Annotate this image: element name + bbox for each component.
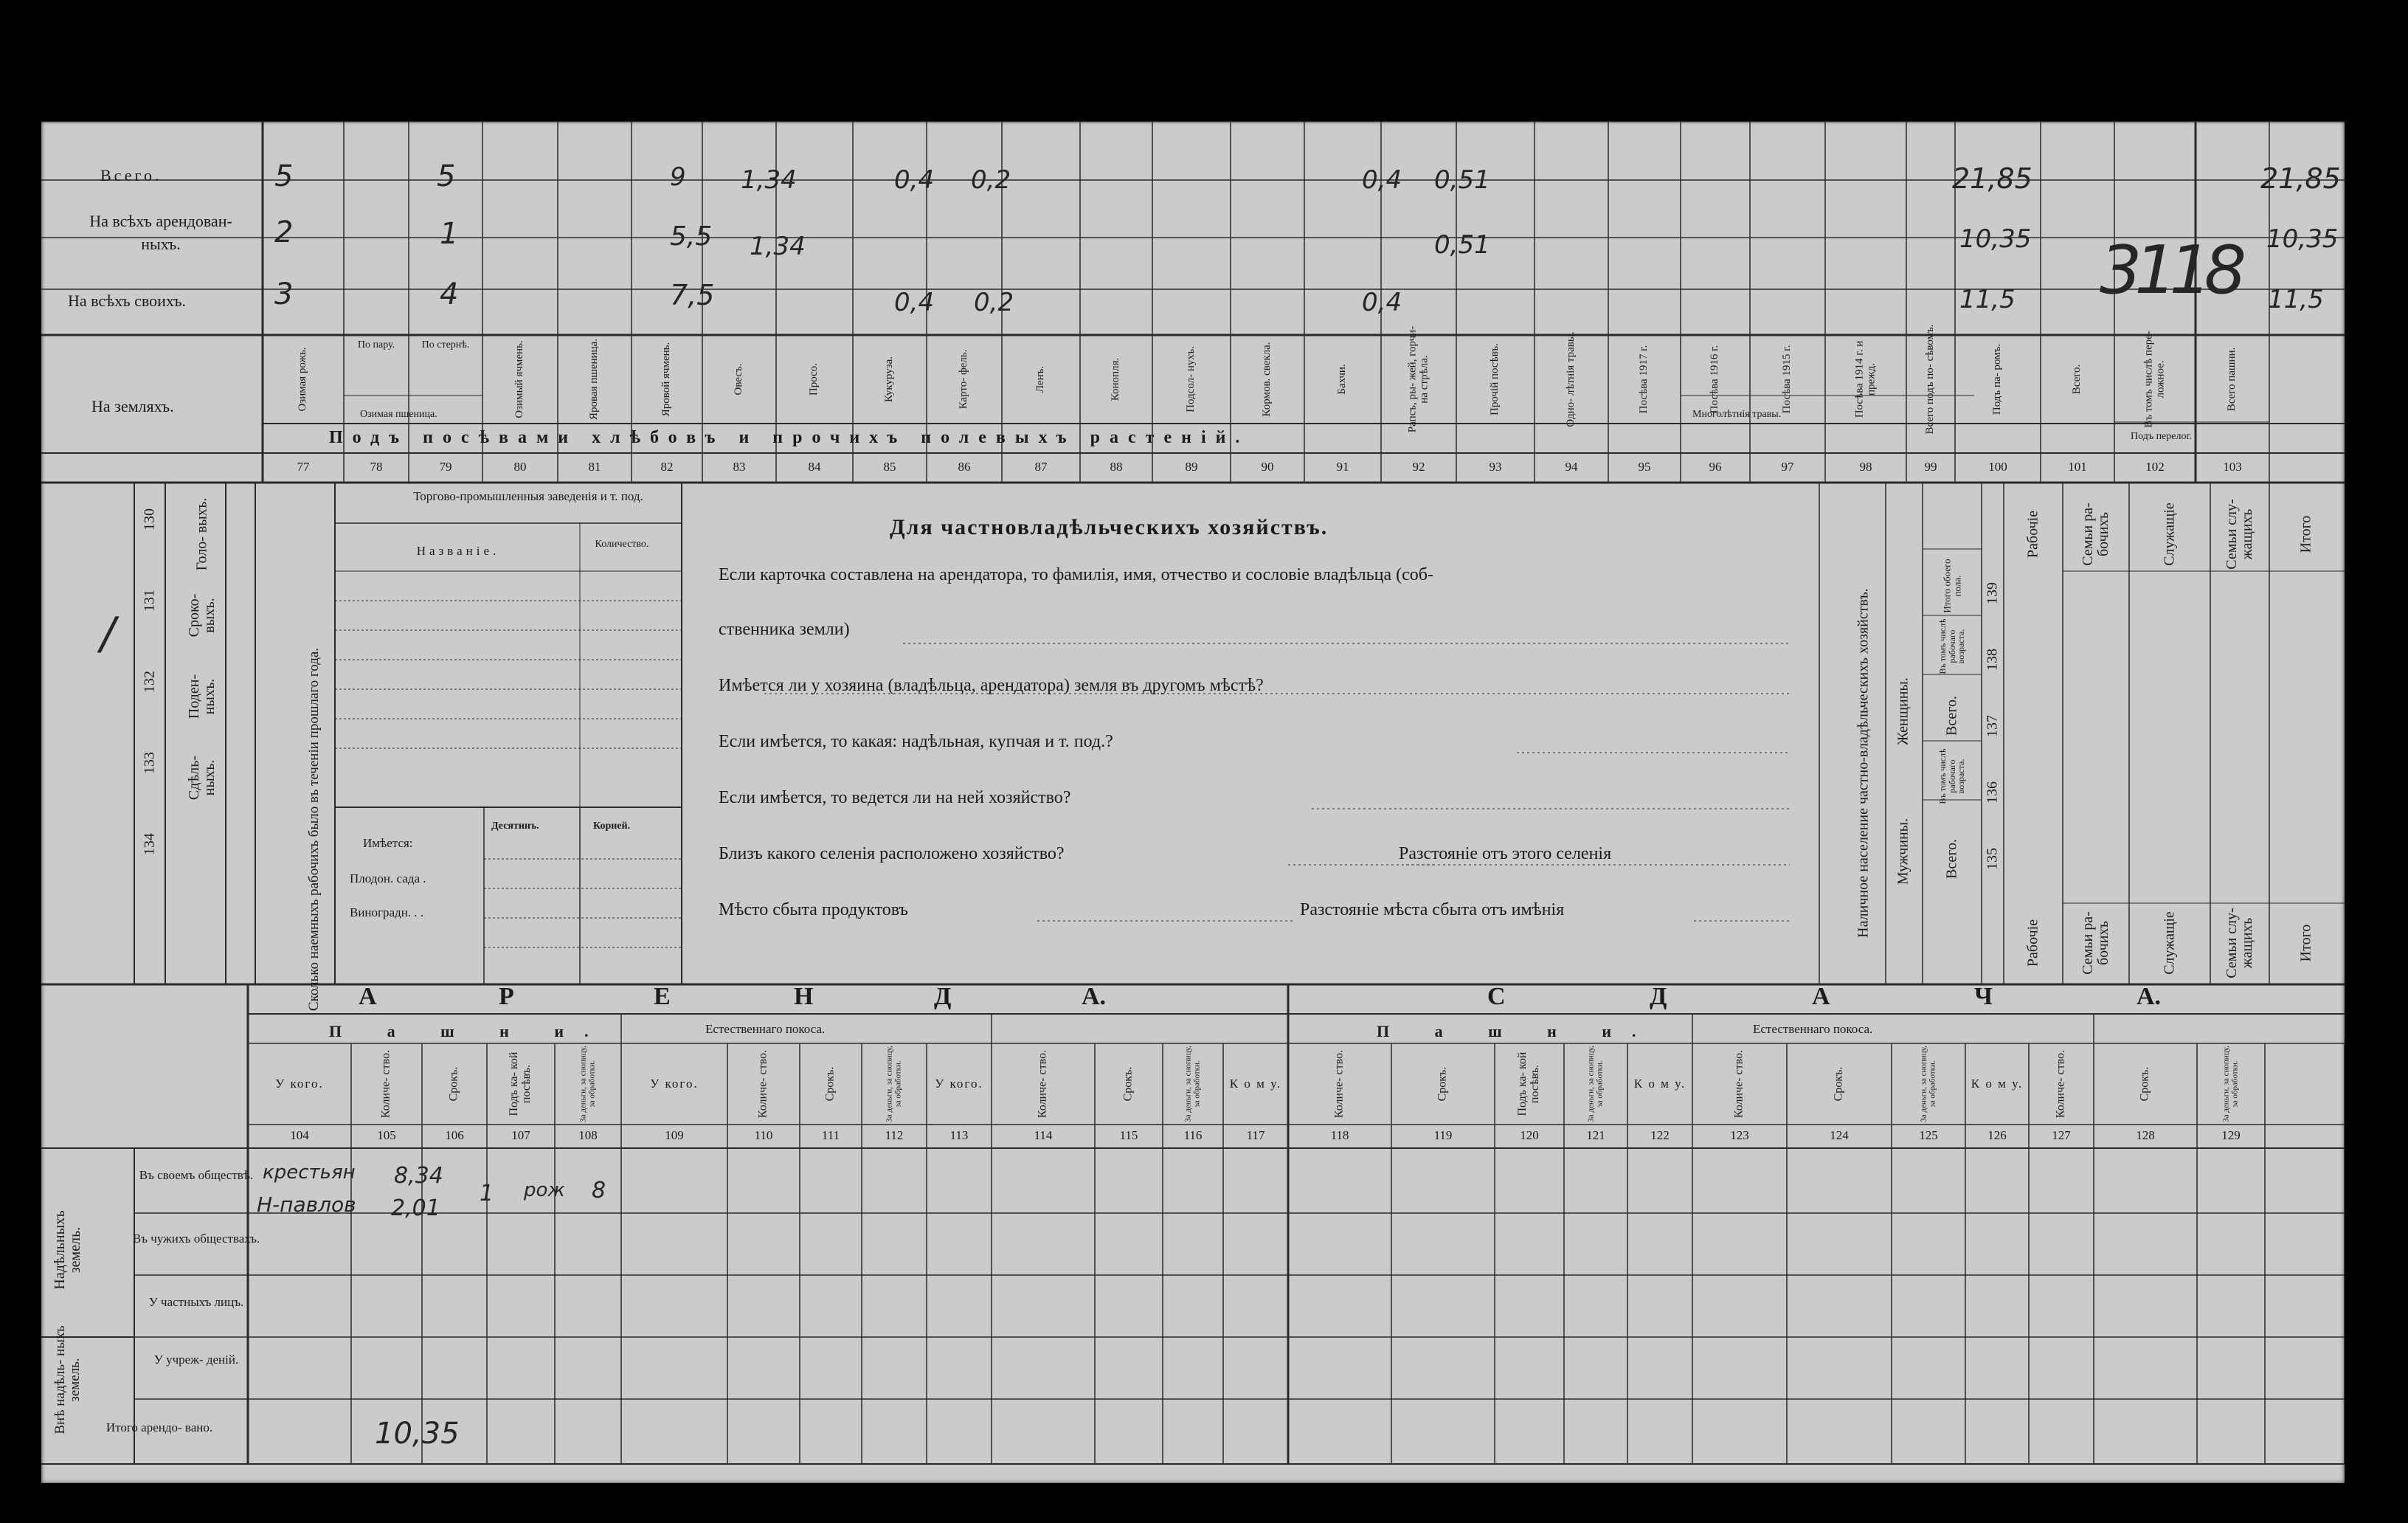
crop-col-header-4: Яровая пшеница. [588, 339, 601, 420]
crop-col-number-84: 84 [808, 460, 821, 474]
hw-own-melons: 0,4 [1362, 288, 1402, 317]
rent-col-number-113: 113 [949, 1128, 969, 1142]
row-private-persons: У частныхъ лицъ. [148, 1295, 244, 1309]
rent-col-number-115: 115 [1119, 1128, 1138, 1142]
crop-col-header-25: Въ томъ числѣ пере- ложное. [2142, 331, 2166, 428]
hw-own-sown: 11,5 [1959, 285, 2016, 314]
rent-col-number-105: 105 [377, 1128, 396, 1142]
fallow-group-label: Подъ перелог. [2131, 431, 2193, 442]
crop-col-number-81: 81 [588, 460, 601, 474]
arenda-pashni: П а ш н и. [329, 1022, 609, 1040]
population-col-number-136: 136 [1984, 781, 2001, 804]
rent-col-number-117: 117 [1246, 1128, 1265, 1142]
rent-col-header-17: За деньги, за снопицу, за обработки. [1586, 1046, 1604, 1122]
crop-col-header-6: Овесъ. [733, 363, 745, 396]
hired-col-number-133: 133 [141, 752, 158, 774]
crop-col-header-2: По стернѣ. [421, 339, 470, 350]
hw-total-potato: 0,2 [971, 165, 1011, 195]
crop-col-header-8: Кукуруза. [883, 356, 896, 403]
staff-col-header-top-1: Семьи ра- бочихъ [2080, 503, 2111, 566]
rent-col-header-13: К о м у. [1229, 1077, 1282, 1091]
hw-total-wheat: 5 [437, 159, 456, 193]
crop-col-header-14: Бахчи. [1336, 364, 1349, 395]
hw-own-potato: 0,2 [974, 288, 1014, 317]
row-total-rented: Итого арендо- вано. [105, 1420, 213, 1434]
crop-col-header-13: Кормов. свекла. [1261, 342, 1273, 417]
rent-col-number-106: 106 [445, 1128, 464, 1142]
crop-col-number-90: 90 [1261, 460, 1274, 474]
crop-col-number-77: 77 [297, 460, 310, 474]
row-label-on-lands: На земляхъ. [91, 397, 174, 415]
population-title: Наличное население частно-владѣльческихъ хозяйствъ. [1855, 588, 1872, 938]
rent-col-number-116: 116 [1183, 1128, 1203, 1142]
crop-col-number-103: 103 [2223, 460, 2242, 474]
rent-col-header-23: Количе- ство. [2054, 1049, 2067, 1119]
crop-col-number-96: 96 [1709, 460, 1722, 474]
rent-col-header-3: Подъ ка- кой посѣвъ. [508, 1051, 533, 1116]
hw-crop: рож [524, 1179, 565, 1201]
women-label: Женщины. [1895, 677, 1911, 745]
crop-col-header-5: Яровой ячмень. [660, 342, 673, 417]
crops-band-title: Подъ посѣвами хлѣбовъ и прочихъ полевыхъ растеній. [329, 428, 1250, 447]
rent-col-header-1: Количе- ство. [379, 1049, 392, 1119]
crop-col-header-19: Посѣва 1916 г. [1709, 345, 1721, 414]
hired-type-1: Сроко- выхъ. [186, 593, 218, 638]
crop-col-header-17: Одно- лѣтнія травы. [1565, 331, 1577, 427]
hw-own-spring-barley: 7,5 [670, 279, 715, 311]
crop-col-number-89: 89 [1185, 460, 1198, 474]
crop-col-header-7: Просо. [808, 362, 820, 396]
orchard-has-label: Имѣется: [363, 836, 413, 850]
rent-col-number-121: 121 [1586, 1128, 1605, 1142]
hw-term: 1 [480, 1181, 494, 1206]
desyatin-header: Десятинъ. [491, 821, 539, 832]
hw-total-spring-barley: 9 [670, 162, 686, 192]
crop-col-header-15: Рапсъ, ры- жей, горчи- на стрѣла. [1406, 325, 1430, 433]
crop-col-number-102: 102 [2145, 460, 2165, 474]
women-working-age-label: Въ томъ числѣ рабочаго возраста. [1937, 618, 1967, 674]
crop-col-header-18: Посѣва 1917 г. [1638, 345, 1650, 414]
rent-col-number-110: 110 [754, 1128, 773, 1142]
crop-col-number-95: 95 [1638, 460, 1651, 474]
rent-col-header-11: Срокъ. [1121, 1066, 1135, 1102]
staff-col-header-bottom-1: Семьи ра- бочихъ [2080, 911, 2111, 975]
sdacha-pashni: П а ш н и. [1377, 1022, 1657, 1040]
hired-type-0: Голо- выхъ. [193, 497, 210, 571]
rent-col-number-120: 120 [1520, 1128, 1539, 1142]
crop-col-number-88: 88 [1110, 460, 1123, 474]
nadel-lands-label: Надѣльныхъ земель. [52, 1210, 83, 1290]
question-market-distance: Разстояніе мѣста сбыта отъ имѣнія [1300, 900, 1565, 919]
rent-col-number-111: 111 [821, 1128, 840, 1142]
staff-col-header-top-0: Рабочіе [2024, 510, 2041, 559]
hired-col-number-130: 130 [141, 508, 158, 531]
rent-col-header-16: Подъ ка- кой посѣвъ. [1516, 1051, 1541, 1116]
hw-total-melons: 0,4 [1362, 165, 1402, 195]
question-land-type: Если имѣется, то какая: надѣльная, купчая и т. под.? [719, 732, 1113, 751]
row-other-societies: Въ чужихъ обществахъ. [132, 1232, 260, 1246]
hired-type-2: Поден- ныхъ. [186, 674, 218, 719]
rent-col-number-127: 127 [2052, 1128, 2071, 1142]
rent-col-number-107: 107 [511, 1128, 530, 1142]
arenda-letter-2: Е [654, 983, 671, 1010]
crop-col-header-23: Подъ па- ромъ. [1991, 343, 2004, 415]
question-other-land: Имѣется ли у хозяина (владѣльца, арендатора) земля въ другомъ мѣстѣ? [719, 676, 1264, 695]
rent-col-header-0: У кого. [275, 1077, 324, 1091]
hw-total-rye: 5 [274, 159, 294, 193]
crop-col-header-12: Подсол- нухъ. [1185, 346, 1197, 412]
hw-dash-mark: / [100, 608, 116, 660]
crop-col-number-82: 82 [660, 460, 674, 474]
rent-col-header-5: У кого. [650, 1077, 699, 1091]
hw-rented-arable: 10,35 [2266, 224, 2339, 254]
rent-col-number-109: 109 [665, 1128, 684, 1142]
roots-header: Корней. [593, 821, 631, 832]
arenda-pokos: Естественнаго покоса. [705, 1022, 826, 1036]
crop-col-number-94: 94 [1565, 460, 1578, 474]
crop-col-number-100: 100 [1988, 460, 2007, 474]
rent-col-header-8: За деньги, за снопицу, за обработки. [885, 1046, 902, 1122]
hw-rented-sown: 10,35 [1959, 224, 2032, 254]
rent-col-number-124: 124 [1830, 1128, 1849, 1142]
hw-payment: 8 [592, 1178, 606, 1203]
rent-col-header-19: Количе- ство. [1732, 1049, 1746, 1119]
hired-col-number-134: 134 [141, 833, 158, 855]
crop-col-header-16: Прочій посѣвъ. [1489, 343, 1501, 415]
crop-col-header-10: Ленъ. [1034, 365, 1047, 393]
trade-title: Торгово-промышленныя заведенія и т. под. [413, 489, 643, 503]
rent-col-number-119: 119 [1433, 1128, 1453, 1142]
rent-col-number-108: 108 [578, 1128, 598, 1142]
crop-col-header-1: По пару. [357, 339, 395, 350]
staff-col-header-bottom-4: Итого [2297, 924, 2314, 962]
rent-col-header-24: Срокъ. [2138, 1066, 2151, 1102]
men-total-label: Всего. [1943, 838, 1960, 880]
hired-type-3: Сдѣль- ныхъ. [186, 755, 218, 801]
crop-col-header-20: Посѣва 1915 г. [1781, 345, 1793, 414]
row-institutions: У учреж- деній. [153, 1353, 239, 1367]
rent-col-header-25: За деньги, за снопицу, за обработки. [2221, 1046, 2239, 1122]
crop-col-number-87: 87 [1034, 460, 1048, 474]
crop-col-number-86: 86 [958, 460, 971, 474]
hw-qty-2: 2,01 [391, 1195, 440, 1221]
rent-col-number-125: 125 [1919, 1128, 1938, 1142]
hw-own-arable: 11,5 [2268, 285, 2324, 314]
crop-col-header-3: Озимый ячмень. [513, 340, 526, 418]
hw-rented-oats: 1,34 [750, 232, 806, 261]
census-card [41, 121, 2345, 1483]
crop-col-number-83: 83 [733, 460, 746, 474]
crop-col-number-97: 97 [1781, 460, 1794, 474]
crop-col-header-24: Всего. [2071, 364, 2083, 395]
rent-col-header-15: Срокъ. [1436, 1066, 1449, 1102]
crop-col-number-91: 91 [1336, 460, 1349, 474]
staff-col-header-bottom-0: Рабочіе [2024, 919, 2041, 967]
crop-col-header-0: Озимая рожь. [297, 347, 309, 412]
rent-col-number-129: 129 [2221, 1128, 2241, 1142]
crop-col-number-98: 98 [1859, 460, 1872, 474]
staff-col-header-top-2: Служащіе [2161, 503, 2178, 566]
crop-col-number-85: 85 [883, 460, 896, 474]
hw-total-arable: 21,85 [2260, 162, 2341, 195]
rent-col-number-128: 128 [2136, 1128, 2155, 1142]
hw-rented-wheat: 1 [440, 217, 459, 251]
rent-col-header-14: Количе- ство. [1332, 1049, 1346, 1119]
arenda-letter-1: Р [499, 983, 514, 1010]
sdacha-letter-2: А [1812, 983, 1830, 1010]
rent-col-number-126: 126 [1987, 1128, 2007, 1142]
sdacha-letter-4: А. [2137, 983, 2162, 1010]
question-village-distance: Разстояніе отъ этого селенія [1399, 844, 1612, 863]
row-own-society: Въ своемъ обществѣ. [139, 1168, 254, 1182]
sdacha-letter-3: Ч [1974, 983, 1993, 1010]
rent-col-number-123: 123 [1730, 1128, 1749, 1142]
crop-col-number-93: 93 [1489, 460, 1502, 474]
women-total-label: Всего. [1943, 695, 1960, 736]
orchard-label: Плодон. сада . [350, 871, 426, 885]
question-market: Мѣсто сбыта продуктовъ [719, 900, 908, 919]
arenda-letter-0: А [359, 983, 377, 1010]
arenda-letter-5: А. [1082, 983, 1107, 1010]
population-col-number-138: 138 [1984, 649, 2001, 671]
rent-col-header-2: Срокъ. [447, 1066, 460, 1102]
question-owner-1: Если карточка составлена на арендатора, то фамилія, имя, отчество и сословіе владѣльца (соб- [719, 565, 1434, 584]
rent-col-header-4: За деньги, за снопицу, за обработки. [578, 1046, 596, 1122]
crop-col-header-22: Всего подъ по- сѣвомъ. [1924, 324, 1937, 435]
hired-col-number-132: 132 [141, 671, 158, 693]
hw-rented-rye: 2 [274, 215, 294, 249]
rent-col-header-7: Срокъ. [823, 1066, 837, 1102]
wheat-group-label: Озимая пшеница. [360, 409, 437, 420]
hw-own-rye: 3 [274, 277, 294, 311]
row-label-rented-2: ныхъ. [141, 235, 181, 253]
population-col-number-135: 135 [1984, 848, 2001, 870]
hw-total-oats: 1,34 [741, 165, 797, 195]
crop-col-header-21: Посѣва 1914 г. и прежд. [1853, 340, 1877, 418]
hw-who-2: Н-павлов [257, 1192, 356, 1217]
trade-name-header: Названіе. [416, 544, 500, 558]
staff-col-header-top-4: Итого [2297, 515, 2314, 553]
trade-qty-header: Количество. [595, 539, 649, 550]
crop-col-header-11: Конопля. [1110, 357, 1122, 401]
men-working-age-label: Въ томъ числѣ рабочаго возраста. [1937, 748, 1967, 804]
sdacha-pokos: Естественнаго покоса. [1753, 1022, 1873, 1036]
arenda-letter-4: Д [934, 983, 952, 1010]
row-label-own: На всѣхъ своихъ. [68, 291, 186, 310]
sdacha-letter-0: С [1487, 983, 1506, 1010]
men-label: Мужчины. [1895, 818, 1911, 885]
crop-col-number-78: 78 [370, 460, 383, 474]
population-col-number-139: 139 [1984, 582, 2001, 604]
perennial-group-label: Многолѣтнія травы. [1692, 409, 1782, 420]
staff-col-header-bottom-3: Семьи слу- жащихъ [2224, 908, 2255, 978]
both-sexes-total-label: Итого обоего пола. [1941, 559, 1962, 613]
hw-own-corn: 0,4 [894, 288, 935, 317]
rent-col-header-22: К о м у. [1971, 1077, 2024, 1091]
hired-col-number-131: 131 [141, 590, 158, 612]
vineyard-label: Виноградн. . . [350, 905, 424, 919]
hw-own-wheat: 4 [440, 277, 459, 311]
rent-col-number-104: 104 [290, 1128, 309, 1142]
rent-col-header-20: Срокъ. [1832, 1066, 1845, 1102]
crop-col-number-79: 79 [439, 460, 452, 474]
crop-col-header-26: Всего пашни. [2226, 347, 2238, 412]
hw-rented-spring-barley: 5,5 [670, 221, 713, 252]
population-col-number-137: 137 [1984, 715, 2001, 737]
rent-col-number-112: 112 [885, 1128, 904, 1142]
hw-total-rapeseed: 0,51 [1434, 165, 1490, 195]
rent-col-number-118: 118 [1330, 1128, 1349, 1142]
rent-col-header-9: У кого. [935, 1077, 983, 1091]
question-owner-2: ственника земли) [719, 620, 850, 639]
rent-col-header-10: Количе- ство. [1036, 1049, 1049, 1119]
rent-col-header-21: За деньги, за снопицу, за обработки. [1919, 1046, 1937, 1122]
sdacha-letter-1: Д [1650, 983, 1667, 1010]
row-label-total: Всего. [100, 166, 162, 184]
hired-workers-question: Сколько наемныхъ рабочихъ было въ теченіи прошлаго года. [306, 647, 322, 1012]
crop-col-number-80: 80 [513, 460, 527, 474]
crop-col-header-9: Карто- фель. [958, 349, 970, 410]
hw-qty-1: 8,34 [394, 1163, 443, 1189]
rent-col-header-12: За деньги, за снопицу, за обработки. [1183, 1046, 1201, 1122]
question-village: Близъ какого селенія расположено хозяйство? [719, 844, 1065, 863]
private-farms-title: Для частновладѣльческихъ хозяйствъ. [890, 515, 1329, 539]
row-label-rented-1: На всѣхъ арендован- [89, 212, 232, 230]
hw-rented-rapeseed: 0,51 [1434, 230, 1490, 260]
rent-col-number-122: 122 [1650, 1128, 1670, 1142]
crop-col-number-99: 99 [1924, 460, 1937, 474]
rent-col-header-6: Количе- ство. [756, 1049, 769, 1119]
crop-col-number-92: 92 [1412, 460, 1425, 474]
staff-col-header-top-3: Семьи слу- жащихъ [2224, 499, 2255, 570]
hw-total-corn: 0,4 [894, 165, 935, 195]
arenda-letter-3: Н [794, 983, 814, 1010]
hw-who-1: крестьян [263, 1161, 356, 1184]
staff-col-header-bottom-2: Служащіе [2161, 911, 2178, 975]
question-farming: Если имѣется, то ведется ли на ней хозяйство? [719, 788, 1071, 807]
crop-col-number-101: 101 [2068, 460, 2087, 474]
rent-col-header-18: К о м у. [1633, 1077, 1686, 1091]
non-nadel-lands-label: Внѣ надѣль- ныхъ земель. [52, 1325, 83, 1434]
hw-total-rented: 10,35 [375, 1417, 460, 1451]
rent-col-number-114: 114 [1034, 1128, 1053, 1142]
hw-total-sown: 21,85 [1952, 162, 2032, 195]
hw-extra-note: 3118 [2100, 232, 2240, 309]
